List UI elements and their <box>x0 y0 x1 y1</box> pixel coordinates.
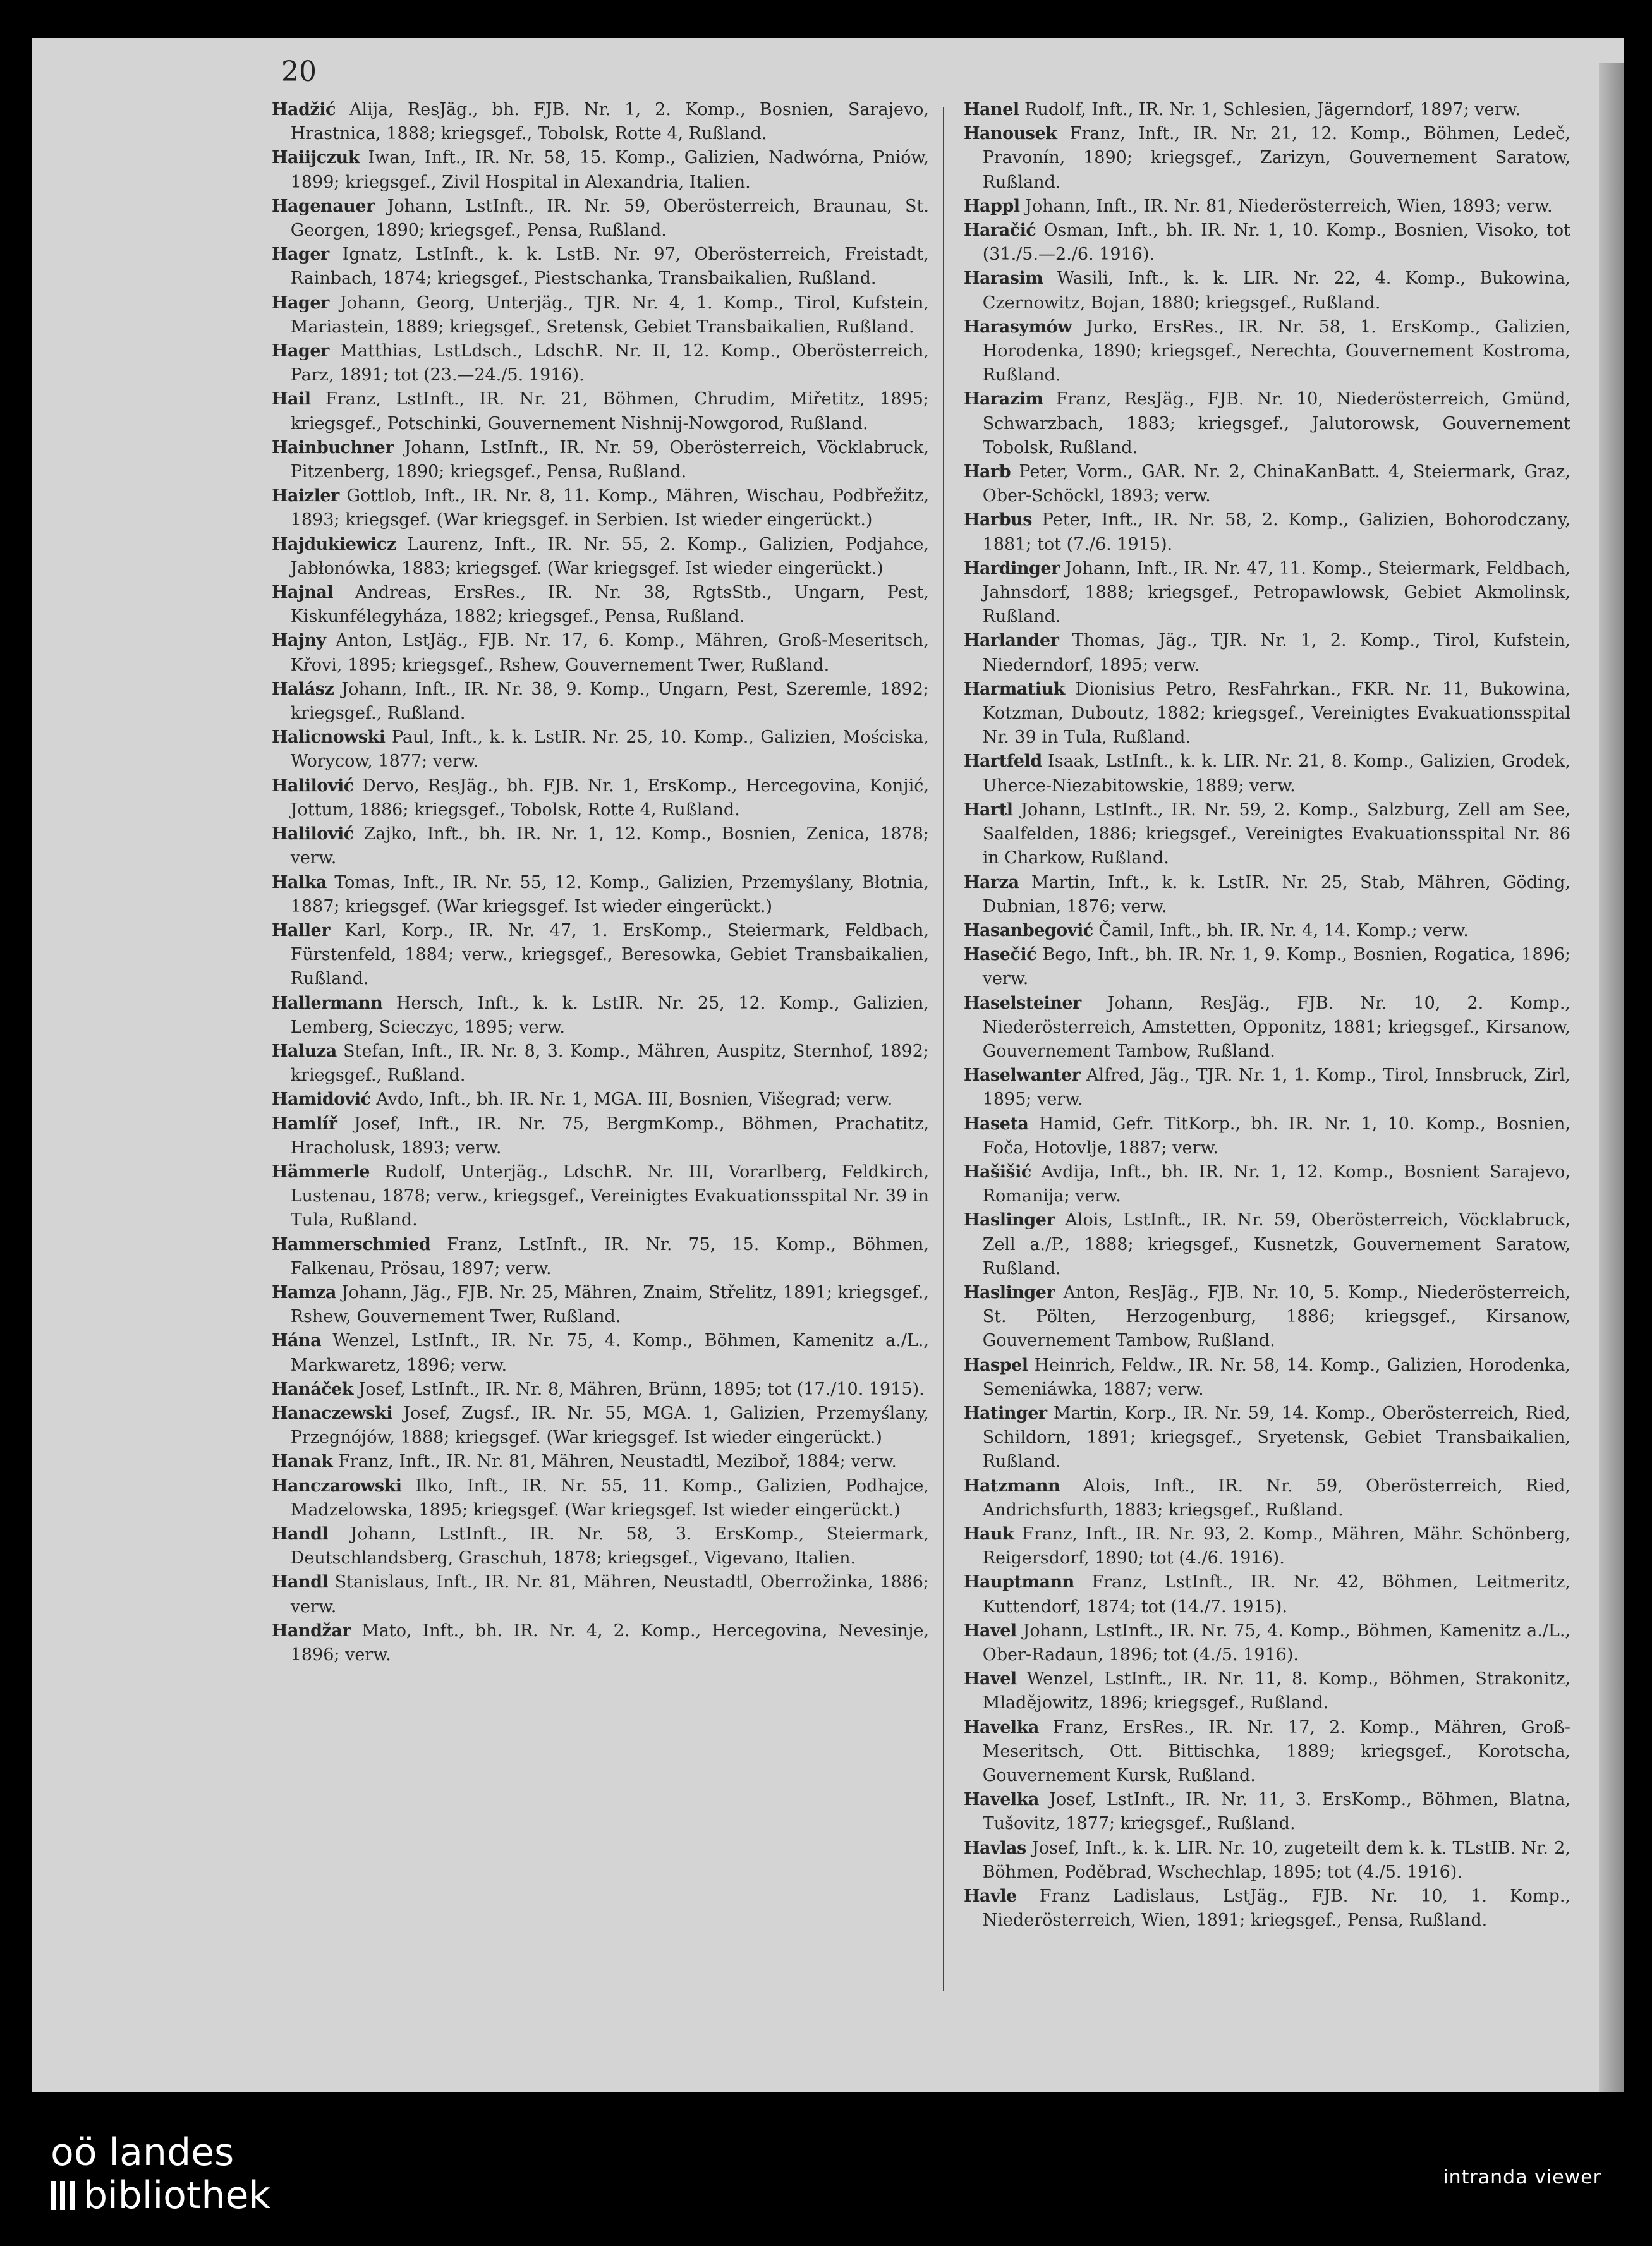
entry-name: Halka <box>272 872 327 892</box>
logo-line-2: bibliothek <box>83 2173 271 2218</box>
entry-name: Harasim <box>964 269 1043 289</box>
page-number: 20 <box>281 56 317 88</box>
list-entry <box>272 725 929 774</box>
list-entry <box>272 436 929 484</box>
scanned-page <box>32 38 1624 2092</box>
list-entry <box>964 943 1570 991</box>
entry-text: Avdija, Inft., bh. IR. Nr. 1, 12. Komp., Bosnient Sarajevo, Romanija; verw. <box>982 1162 1570 1206</box>
entry-text: Hamid, Gefr. TitKorp., bh. IR. Nr. 1, 10. Komp., Bosnien, Foča, Hotovlje, 1887; verw. <box>982 1114 1570 1158</box>
entry-text: Heinrich, Feldw., IR. Nr. 58, 14. Komp., Galizien, Horodenka, Semeniáwka, 1887; verw. <box>982 1355 1570 1399</box>
entry-text: Franz, LstInft., IR. Nr. 75, 15. Komp., Böhmen, Falkenau, Prösau, 1897; verw. <box>290 1234 929 1278</box>
entry-text: Johann, LstInft., IR. Nr. 59, Oberösterreich, Braunau, St. Georgen, 1890; kriegsgef., Pensa, Rußland. <box>290 196 929 241</box>
library-logo[interactable] <box>51 2131 270 2217</box>
entry-name: Hajny <box>272 631 326 651</box>
entry-name: Haseta <box>964 1114 1029 1134</box>
entry-name: Hanel <box>964 100 1019 119</box>
list-entry <box>272 1281 929 1329</box>
entry-name: Havel <box>964 1620 1017 1641</box>
entry-text: Laurenz, Inft., IR. Nr. 55, 2. Komp., Galizien, Podjahce, Jabłonówka, 1883; kriegsgef. (War kriegsgef. Ist wieder eingerückt.) <box>290 534 929 578</box>
entry-name: Handl <box>272 1572 329 1593</box>
list-entry <box>272 533 929 581</box>
list-entry <box>272 581 929 629</box>
list-entry <box>964 1836 1570 1885</box>
entry-name: Hasečić <box>964 945 1037 965</box>
entry-text: Peter, Vorm., GAR. Nr. 2, ChinaKanBatt. 4, Steiermark, Graz, Ober-Schöckl, 1893; verw. <box>982 462 1570 506</box>
entry-text: Johann, Georg, Unterjäg., TJR. Nr. 4, 1. Komp., Tirol, Kufstein, Mariastein, 1889; kriegsgef., Sretensk, Gebiet Transbaikalien, Rußland. <box>290 293 929 337</box>
entry-name: Haller <box>272 920 330 940</box>
list-entry <box>964 508 1570 556</box>
list-entry <box>272 146 929 194</box>
page-edge <box>1599 63 1624 2092</box>
entry-name: Haračić <box>964 221 1036 241</box>
list-entry <box>964 1160 1570 1208</box>
entry-name: Hamlíř <box>272 1114 337 1134</box>
logo-line-1: oö landes <box>51 2130 234 2175</box>
entry-text: Josef, LstInft., IR. Nr. 11, 3. ErsKomp., Böhmen, Blatna, Tušovitz, 1877; kriegsgef., Rußland. <box>982 1790 1570 1834</box>
entry-name: Haspel <box>964 1355 1028 1375</box>
entry-text: Stefan, Inft., IR. Nr. 8, 3. Komp., Mähren, Auspitz, Sternhof, 1892; kriegsgef., Rußland. <box>290 1041 929 1086</box>
list-entry <box>272 195 929 243</box>
entry-name: Hasanbegović <box>964 920 1093 940</box>
list-entry <box>964 1522 1570 1570</box>
entry-text: Franz, Inft., IR. Nr. 21, 12. Komp., Böhmen, Ledeč, Pravonín, 1890; kriegsgef., Zarizyn, Gouvernement Saratow, Rußland. <box>982 124 1570 192</box>
entry-text: Johann, LstInft., IR. Nr. 59, Oberösterreich, Vöcklabruck, Pitzenberg, 1890; kriegsgef., Pensa, Rußland. <box>290 437 929 482</box>
list-entry <box>964 629 1570 677</box>
list-entry <box>272 291 929 339</box>
entry-text: Franz, ErsRes., IR. Nr. 17, 2. Komp., Mähren, Groß-Meseritsch, Ott. Bittischka, 1889; kriegsgef., Korotscha, Gouvernement Kursk, Rußland. <box>982 1717 1570 1786</box>
entry-name: Haiijczuk <box>272 148 360 168</box>
entry-name: Handl <box>272 1524 329 1544</box>
entry-text: Johann, Jäg., FJB. Nr. 25, Mähren, Znaim, Střelitz, 1891; kriegsgef., Rshew, Gouvernement Twer, Rußland. <box>290 1282 929 1327</box>
entry-name: Hainbuchner <box>272 437 394 458</box>
entry-name: Hanáček <box>272 1379 353 1399</box>
entry-text: Avdo, Inft., bh. IR. Nr. 1, MGA. III, Bosnien, Višegrad; verw. <box>376 1090 893 1110</box>
entry-text: Iwan, Inft., IR. Nr. 58, 15. Komp., Galizien, Nadwórna, Pniów, 1899; kriegsgef., Zivil Hospital in Alexandria, Italien. <box>290 148 929 192</box>
list-entry <box>964 122 1570 195</box>
entry-name: Havlas <box>964 1838 1026 1858</box>
entry-text: Anton, LstJäg., FJB. Nr. 17, 6. Komp., Mähren, Groß-Meseritsch, Křovi, 1895; kriegsgef., Rshew, Gouvernement Twer, Rußland. <box>290 631 929 675</box>
entry-text: Franz Ladislaus, LstJäg., FJB. Nr. 10, 1. Komp., Niederösterreich, Wien, 1891; kriegsgef., Pensa, Rußland. <box>982 1886 1570 1931</box>
entry-text: Ignatz, LstInft., k. k. LstB. Nr. 97, Oberösterreich, Freistadt, Rainbach, 1874; kriegsgef., Piestschanka, Transbaikalien, Rußland. <box>290 245 929 289</box>
entry-text: Johann, Inft., IR. Nr. 81, Niederösterreich, Wien, 1893; verw. <box>1025 196 1553 216</box>
logo-bars-icon <box>51 2181 75 2210</box>
list-entry <box>964 267 1570 315</box>
entry-text: Alois, LstInft., IR. Nr. 59, Oberösterreich, Vöcklabruck, Zell a./P., 1888; kriegsgef., Kusnetzk, Gouvernement Saratow, Rußland. <box>982 1210 1570 1278</box>
right-column <box>964 98 1570 1933</box>
list-entry <box>964 1667 1570 1715</box>
list-entry <box>272 1474 929 1522</box>
list-entry <box>272 1450 929 1474</box>
entry-text: Franz, Inft., IR. Nr. 81, Mähren, Neustadtl, Meziboř, 1884; verw. <box>337 1452 897 1472</box>
list-entry <box>272 822 929 870</box>
list-entry <box>964 1064 1570 1112</box>
viewer-footer <box>0 2107 1652 2246</box>
entry-name: Havelka <box>964 1717 1039 1737</box>
entry-text: Ilko, Inft., IR. Nr. 55, 11. Komp., Galizien, Podhajce, Madzelowska, 1895; kriegsgef. (War kriegsgef. Ist wieder eingerückt.) <box>290 1476 929 1520</box>
entry-name: Hamidović <box>272 1090 371 1110</box>
list-entry <box>272 243 929 291</box>
entry-text: Čamil, Inft., bh. IR. Nr. 4, 14. Komp.; verw. <box>1098 920 1469 940</box>
list-entry <box>964 1788 1570 1836</box>
list-entry <box>272 387 929 435</box>
list-entry <box>272 677 929 725</box>
entry-name: Hajdukiewicz <box>272 534 396 554</box>
entry-text: Franz, LstInft., IR. Nr. 42, Böhmen, Leitmeritz, Kuttendorf, 1874; tot (14./7. 1915). <box>982 1572 1570 1617</box>
entry-name: Handžar <box>272 1620 351 1641</box>
list-entry <box>964 98 1570 122</box>
list-entry <box>272 339 929 387</box>
entry-name: Halilović <box>272 775 354 796</box>
entry-text: Alois, Inft., IR. Nr. 59, Oberösterreich, Ried, Andrichsfurth, 1883; kriegsgef., Rußland. <box>982 1476 1570 1520</box>
list-entry <box>272 1570 929 1618</box>
entry-text: Wenzel, LstInft., IR. Nr. 11, 8. Komp., Böhmen, Strakonitz, Mladějowitz, 1896; kriegsgef., Rußland. <box>982 1669 1571 1713</box>
list-entry <box>964 750 1570 798</box>
list-entry <box>964 1474 1570 1522</box>
entry-name: Harazim <box>964 389 1043 410</box>
entry-name: Hanczarowski <box>272 1476 402 1496</box>
list-entry <box>272 1402 929 1450</box>
entry-text: Bego, Inft., bh. IR. Nr. 1, 9. Komp., Bosnien, Rogatica, 1896; verw. <box>982 945 1570 989</box>
entry-name: Haselwanter <box>964 1065 1081 1086</box>
entry-text: Alija, ResJäg., bh. FJB. Nr. 1, 2. Komp., Bosnien, Sarajevo, Hrastnica, 1888; kriegsgef., Tobolsk, Rotte 4, Rußland. <box>290 100 929 144</box>
entry-name: Hána <box>272 1331 322 1351</box>
entry-text: Jurko, ErsRes., IR. Nr. 58, 1. ErsKomp., Galizien, Horodenka, 1890; kriegsgef., Nerechta, Gouvernement Kostroma, Rußland. <box>982 317 1570 385</box>
entry-name: Hallermann <box>272 993 383 1013</box>
entry-text: Josef, LstInft., IR. Nr. 8, Mähren, Brünn, 1895; tot (17./10. 1915). <box>358 1379 925 1399</box>
list-entry <box>964 219 1570 267</box>
list-entry <box>272 1040 929 1088</box>
list-entry <box>272 774 929 822</box>
left-column <box>272 98 929 1667</box>
entry-text: Johann, Inft., IR. Nr. 47, 11. Komp., Steiermark, Feldbach, Jahnsdorf, 1888; kriegsgef., Petropawlowsk, Gebiet Akmolinsk, Rußland. <box>982 558 1570 627</box>
list-entry <box>964 315 1570 388</box>
entry-text: Wasili, Inft., k. k. LIR. Nr. 22, 4. Komp., Bukowina, Czernowitz, Bojan, 1880; kriegsgef., Rußland. <box>982 269 1570 313</box>
entry-text: Johann, LstInft., IR. Nr. 59, 2. Komp., Salzburg, Zell am See, Saalfelden, 1886; kriegsgef., Vereinigtes Evakuationsspital Nr. 86 in Charkow, Rußland. <box>982 799 1570 868</box>
entry-name: Havle <box>964 1886 1017 1907</box>
entry-name: Haslinger <box>964 1282 1055 1302</box>
entry-text: Rudolf, Unterjäg., LdschR. Nr. III, Vorarlberg, Feldkirch, Lustenau, 1878; verw., kriegsgef., Vereinigtes Evakuationsspital Nr. 39 in Tula, Rußland. <box>290 1162 929 1230</box>
entry-text: Johann, Inft., IR. Nr. 38, 9. Komp., Ungarn, Pest, Szeremle, 1892; kriegsgef., Rußland. <box>290 679 930 724</box>
list-entry <box>964 1112 1570 1160</box>
entry-text: Gottlob, Inft., IR. Nr. 8, 11. Komp., Mähren, Wischau, Podbřežitz, 1893; kriegsgef. (War kriegsgef. in Serbien. Ist wieder eingerückt.) <box>290 486 929 530</box>
viewer-label[interactable]: intranda viewer <box>1443 2166 1601 2188</box>
entry-name: Hartl <box>964 799 1013 820</box>
list-entry <box>964 871 1570 919</box>
entry-name: Harlander <box>964 631 1059 651</box>
entry-name: Havelka <box>964 1790 1039 1810</box>
entry-name: Hadžić <box>272 100 336 119</box>
entry-text: Andreas, ErsRes., IR. Nr. 38, RgtsStb., Ungarn, Pest, Kiskunfélegyháza, 1882; kriegsgef., Pensa, Rußland. <box>290 583 929 627</box>
entry-name: Haslinger <box>964 1210 1055 1230</box>
entry-text: Mato, Inft., bh. IR. Nr. 4, 2. Komp., Hercegovina, Nevesinje, 1896; verw. <box>290 1620 929 1665</box>
entry-text: Paul, Inft., k. k. LstIR. Nr. 25, 10. Komp., Galizien, Mościska, Worycow, 1877; verw. <box>290 727 929 772</box>
entry-text: Alfred, Jäg., TJR. Nr. 1, 1. Komp., Tirol, Innsbruck, Zirl, 1895; verw. <box>982 1065 1570 1110</box>
list-entry <box>272 1522 929 1570</box>
list-entry <box>272 98 929 146</box>
list-entry <box>272 1233 929 1281</box>
entry-name: Harb <box>964 462 1011 482</box>
entry-text: Tomas, Inft., IR. Nr. 55, 12. Komp., Galizien, Przemyślany, Błotnia, 1887; kriegsgef. (War kriegsgef. Ist wieder eingerückt.) <box>290 872 929 916</box>
list-entry <box>272 484 929 532</box>
entry-name: Harza <box>964 872 1019 892</box>
entry-text: Dionisius Petro, ResFahrkan., FKR. Nr. 11, Bukowina, Kotzman, Duboutz, 1882; kriegsgef., Vereinigtes Evakuationsspital Nr. 39 in Tula, Rußland. <box>982 679 1570 748</box>
entry-name: Haluza <box>272 1041 337 1061</box>
entry-name: Hamza <box>272 1282 336 1302</box>
list-entry <box>272 1329 929 1377</box>
column-divider <box>943 107 944 1991</box>
entry-text: Thomas, Jäg., TJR. Nr. 1, 2. Komp., Tirol, Kufstein, Niederndorf, 1895; verw. <box>982 631 1570 675</box>
list-entry <box>272 1160 929 1233</box>
list-entry <box>964 1402 1570 1474</box>
entry-name: Hatinger <box>964 1403 1047 1423</box>
entry-text: Martin, Inft., k. k. LstIR. Nr. 25, Stab, Mähren, Göding, Dubnian, 1876; verw. <box>982 872 1570 916</box>
list-entry <box>272 992 929 1040</box>
list-entry <box>964 387 1570 460</box>
entry-name: Haselsteiner <box>964 993 1081 1013</box>
list-entry <box>964 1570 1570 1618</box>
entry-name: Hager <box>272 293 329 313</box>
entry-text: Rudolf, Inft., IR. Nr. 1, Schlesien, Jägerndorf, 1897; verw. <box>1024 100 1521 119</box>
entry-text: Johann, LstInft., IR. Nr. 75, 4. Komp., Böhmen, Kamenitz a./L., Ober-Radaun, 1896; tot (4./5. 1916). <box>982 1620 1570 1665</box>
entry-name: Hammerschmied <box>272 1234 431 1254</box>
list-entry <box>964 677 1570 750</box>
list-entry <box>272 1378 929 1402</box>
entry-name: Hanak <box>272 1452 333 1472</box>
entry-name: Hagenauer <box>272 196 375 216</box>
entry-text: Hersch, Inft., k. k. LstIR. Nr. 25, 12. Komp., Galizien, Lemberg, Scieczyc, 1895; verw. <box>290 993 929 1037</box>
entry-name: Happl <box>964 196 1020 216</box>
entry-name: Halilović <box>272 824 354 844</box>
entry-name: Hašišić <box>964 1162 1031 1182</box>
list-entry <box>964 1354 1570 1402</box>
entry-name: Harbus <box>964 510 1032 530</box>
entry-text: Anton, ResJäg., FJB. Nr. 10, 5. Komp., Niederösterreich, St. Pölten, Herzogenburg, 1886; kriegsgef., Kirsanow, Gouvernement Tambow, Rußland. <box>982 1282 1570 1351</box>
entry-text: Martin, Korp., IR. Nr. 59, 14. Komp., Oberösterreich, Ried, Schildorn, 1891; kriegsgef., Sryetensk, Gebiet Transbaikalien, Rußland. <box>982 1403 1570 1472</box>
list-entry <box>964 1619 1570 1667</box>
entry-text: Osman, Inft., bh. IR. Nr. 1, 10. Komp., Bosnien, Visoko, tot (31./5.—2./6. 1916). <box>982 221 1570 265</box>
entry-name: Harmatiuk <box>964 679 1065 699</box>
entry-text: Wenzel, LstInft., IR. Nr. 75, 4. Komp., Böhmen, Kamenitz a./L., Markwaretz, 1896; verw. <box>290 1331 929 1375</box>
entry-text: Josef, Inft., IR. Nr. 75, BergmKomp., Böhmen, Prachatitz, Hracholusk, 1893; verw. <box>290 1114 929 1158</box>
list-entry <box>964 557 1570 629</box>
entry-text: Josef, Inft., k. k. LIR. Nr. 10, zugeteilt dem k. k. TLstIB. Nr. 2, Böhmen, Poděbrad, Wschechlap, 1895; tot (4./5. 1916). <box>982 1838 1570 1882</box>
entry-text: Franz, ResJäg., FJB. Nr. 10, Niederösterreich, Gmünd, Schwarzbach, 1883; kriegsgef., Jalutorowsk, Gouvernement Tobolsk, Rußland. <box>982 389 1570 458</box>
list-entry <box>964 1281 1570 1354</box>
entry-text: Karl, Korp., IR. Nr. 47, 1. ErsKomp., Steiermark, Feldbach, Fürstenfeld, 1884; verw., kriegsgef., Beresowka, Gebiet Transbaikalien, Rußland. <box>290 920 929 989</box>
list-entry <box>272 1619 929 1667</box>
entry-name: Hager <box>272 341 329 361</box>
list-entry <box>272 919 929 992</box>
entry-text: Stanislaus, Inft., IR. Nr. 81, Mähren, Neustadtl, Oberrožinka, 1886; verw. <box>290 1572 929 1617</box>
entry-name: Hail <box>272 389 311 410</box>
entry-name: Hämmerle <box>272 1162 370 1182</box>
entry-text: Johann, ResJäg., FJB. Nr. 10, 2. Komp., Niederösterreich, Amstetten, Opponitz, 1881; kriegsgef., Kirsanow, Gouvernement Tambow, Rußland. <box>982 993 1570 1061</box>
list-entry <box>272 629 929 677</box>
entry-text: Matthias, LstLdsch., LdschR. Nr. II, 12. Komp., Oberösterreich, Parz, 1891; tot (23.—24./5. 1916). <box>290 341 929 385</box>
entry-name: Hajnal <box>272 583 334 603</box>
entry-name: Hanousek <box>964 124 1057 144</box>
entry-name: Harasymów <box>964 317 1072 337</box>
entry-text: Zajko, Inft., bh. IR. Nr. 1, 12. Komp., Bosnien, Zenica, 1878; verw. <box>290 824 929 868</box>
list-entry <box>964 1716 1570 1788</box>
list-entry <box>964 992 1570 1064</box>
entry-text: Johann, LstInft., IR. Nr. 58, 3. ErsKomp., Steiermark, Deutschlandsberg, Graschuh, 1878; kriegsgef., Vigevano, Italien. <box>290 1524 929 1569</box>
entry-text: Dervo, ResJäg., bh. FJB. Nr. 1, ErsKomp., Hercegovina, Konjić, Jottum, 1886; kriegsgef., Tobolsk, Rotte 4, Rußland. <box>290 775 929 820</box>
entry-text: Franz, LstInft., IR. Nr. 21, Böhmen, Chrudim, Miřetitz, 1895; kriegsgef., Potschinki, Gouvernement Nishnij-Nowgorod, Rußland. <box>290 389 929 434</box>
list-entry <box>272 1088 929 1112</box>
entry-name: Halicnowski <box>272 727 386 748</box>
entry-name: Hatzmann <box>964 1476 1060 1496</box>
list-entry <box>272 871 929 919</box>
entry-name: Hager <box>272 245 329 265</box>
entry-name: Hardinger <box>964 558 1060 578</box>
entry-name: Haizler <box>272 486 339 506</box>
list-entry <box>964 798 1570 871</box>
entry-name: Hauk <box>964 1524 1014 1544</box>
list-entry <box>272 1112 929 1160</box>
list-entry <box>964 919 1570 943</box>
entry-name: Hartfeld <box>964 751 1042 772</box>
list-entry <box>964 460 1570 508</box>
entry-text: Isaak, LstInft., k. k. LIR. Nr. 21, 8. Komp., Galizien, Grodek, Uherce-Niezabitowskie, 1889; verw. <box>982 751 1571 796</box>
list-entry <box>964 1885 1570 1933</box>
entry-name: Hanaczewski <box>272 1403 392 1423</box>
list-entry <box>964 195 1570 219</box>
entry-text: Franz, Inft., IR. Nr. 93, 2. Komp., Mähren, Mähr. Schönberg, Reigersdorf, 1890; tot (4./6. 1916). <box>982 1524 1571 1569</box>
list-entry <box>964 1208 1570 1281</box>
entry-name: Havel <box>964 1669 1017 1689</box>
entry-text: Peter, Inft., IR. Nr. 58, 2. Komp., Galizien, Bohorodczany, 1881; tot (7./6. 1915). <box>982 510 1570 554</box>
entry-name: Hauptmann <box>964 1572 1074 1593</box>
entry-text: Josef, Zugsf., IR. Nr. 55, MGA. 1, Galizien, Przemyślany, Przegnójów, 1888; kriegsgef. (War kriegsgef. Ist wieder eingerückt.) <box>290 1403 929 1448</box>
entry-name: Halász <box>272 679 334 699</box>
